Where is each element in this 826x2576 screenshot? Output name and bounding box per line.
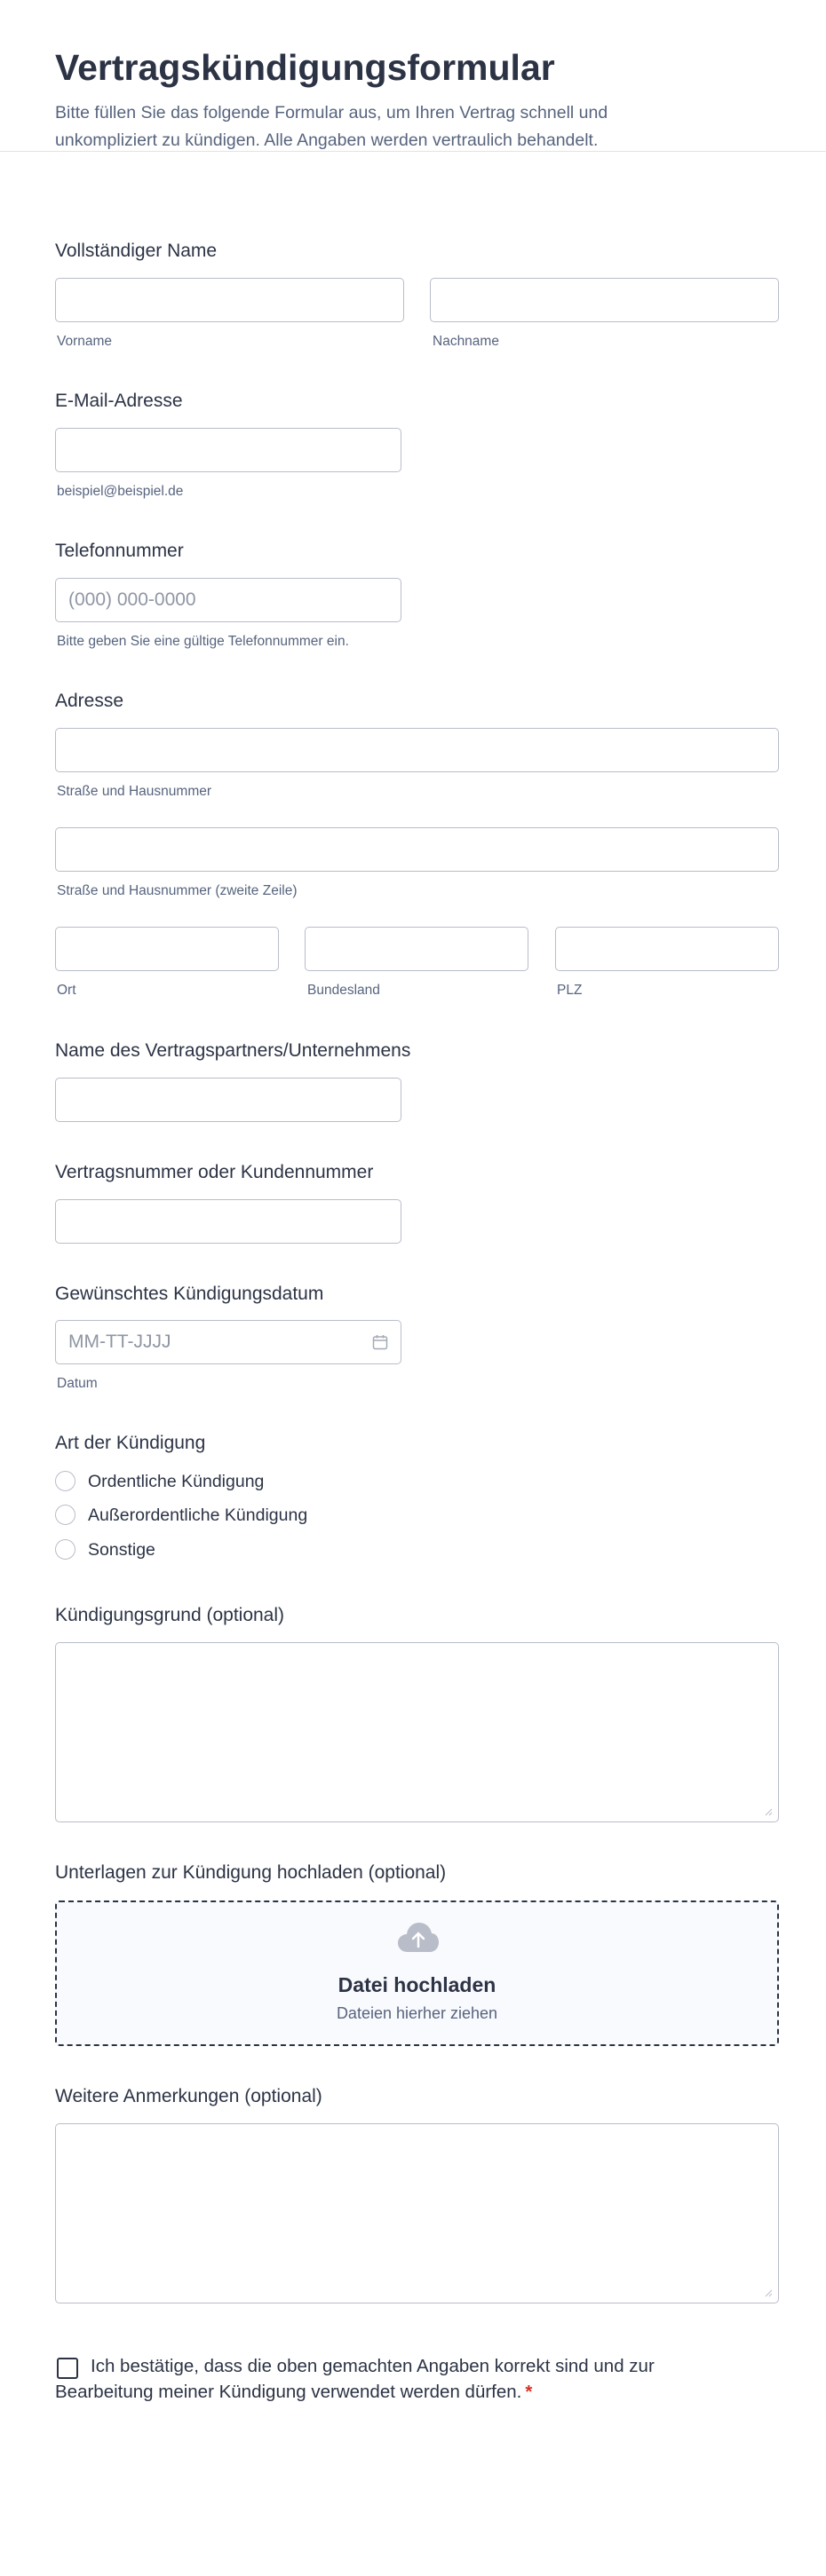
- remarks-field-label: [55, 2085, 322, 2108]
- page-subtitle: Bitte füllen Sie das folgende Formular aus, um Ihren Vertrag schnell und unkompliziert zu kündigen. Alle Angaben werden vertraulich behandelt.: [55, 103, 608, 150]
- name-label: Vollständiger Name: [55, 241, 218, 261]
- reason-label: Kündigungsgrund (optional): [55, 1605, 285, 1625]
- email-field-label: [55, 390, 183, 413]
- address-field-label: [55, 690, 123, 713]
- upload-label: Unterlagen zur Kündigung hochladen (optional): [55, 1862, 447, 1883]
- phone-input[interactable]: (000) 000-0000: [55, 578, 401, 622]
- resize-handle-icon[interactable]: [764, 2288, 773, 2297]
- radio-label: Ordentliche Kündigung: [88, 1472, 265, 1491]
- street2-sublabel: Straße und Hausnummer (zweite Zeile): [57, 883, 298, 898]
- date-input[interactable]: [55, 1320, 401, 1364]
- upload-title: Datei hochladen: [338, 1973, 496, 1996]
- radio-option-ausserordentlich[interactable]: [55, 1503, 322, 1529]
- cloud-upload-icon: [397, 1920, 440, 1956]
- phone-label: Telefonnummer: [55, 541, 184, 561]
- partner-label: Name des Vertragspartners/Unternehmens: [55, 1040, 411, 1061]
- contract-number-field-label: [55, 1161, 373, 1184]
- contract-number-input[interactable]: [55, 1199, 401, 1244]
- phone-field-label: [55, 540, 184, 563]
- radio-label: Außerordentliche Kündigung: [88, 1505, 308, 1525]
- form-header: [0, 0, 826, 152]
- reason-textarea[interactable]: [55, 1642, 779, 1822]
- file-upload-dropzone[interactable]: [55, 1900, 779, 2046]
- date-placeholder: MM-TT-JJJJ: [68, 1331, 171, 1352]
- address-label: Adresse: [55, 691, 124, 711]
- city-sublabel: Ort: [57, 983, 76, 998]
- city-input[interactable]: [55, 927, 279, 971]
- consent-label: [55, 2353, 748, 2405]
- first-name-sublabel: Vorname: [57, 334, 113, 349]
- remarks-label: Weitere Anmerkungen (optional): [55, 2086, 322, 2106]
- remarks-textarea[interactable]: [55, 2123, 779, 2303]
- last-name-input[interactable]: [430, 278, 779, 322]
- phone-sublabel: Bitte geben Sie eine gültige Telefonnummer ein.: [57, 634, 349, 649]
- radio-button[interactable]: [55, 1505, 75, 1525]
- termination-type-label: Art der Kündigung: [55, 1433, 206, 1453]
- date-field-label: [55, 1283, 323, 1306]
- street-input[interactable]: [55, 728, 779, 772]
- upload-subtitle: Dateien hierher ziehen: [336, 2004, 498, 2022]
- consent-text: Ich bestätige, dass die oben gemachten Angaben korrekt sind und zur Bearbeitung meiner Kündigung verwendet werden dürfen.: [55, 2356, 655, 2402]
- radio-label: Sonstige: [88, 1540, 155, 1560]
- email-sublabel: beispiel@beispiel.de: [57, 484, 184, 499]
- email-input[interactable]: [55, 428, 401, 472]
- email-label: E-Mail-Adresse: [55, 391, 183, 411]
- date-sublabel: Datum: [57, 1376, 98, 1391]
- street-sublabel: Straße und Hausnummer: [57, 784, 212, 799]
- radio-button[interactable]: [55, 1539, 75, 1560]
- radio-button[interactable]: [55, 1471, 75, 1491]
- partner-field-label: [55, 1039, 410, 1063]
- name-field-label: [55, 240, 217, 263]
- resize-handle-icon[interactable]: [764, 1807, 773, 1816]
- state-sublabel: Bundesland: [307, 983, 380, 998]
- zip-sublabel: PLZ: [557, 983, 583, 998]
- radio-option-sonstige[interactable]: [55, 1537, 322, 1564]
- calendar-icon[interactable]: [372, 1334, 388, 1350]
- last-name-sublabel: Nachname: [433, 334, 499, 349]
- radio-option-ordentlich[interactable]: [55, 1469, 322, 1496]
- state-input[interactable]: [305, 927, 528, 971]
- street2-input[interactable]: [55, 827, 779, 872]
- first-name-input[interactable]: [55, 278, 404, 322]
- partner-input[interactable]: [55, 1078, 401, 1122]
- termination-type-field-label: [55, 1432, 205, 1455]
- required-marker: *: [525, 2382, 533, 2402]
- date-label: Gewünschtes Kündigungsdatum: [55, 1284, 324, 1304]
- page-title: Vertragskündigungsformular: [55, 47, 555, 88]
- reason-field-label: [55, 1604, 284, 1627]
- zip-input[interactable]: [555, 927, 779, 971]
- upload-field-label: [55, 1861, 446, 1885]
- contract-number-label: Vertragsnummer oder Kundennummer: [55, 1162, 374, 1182]
